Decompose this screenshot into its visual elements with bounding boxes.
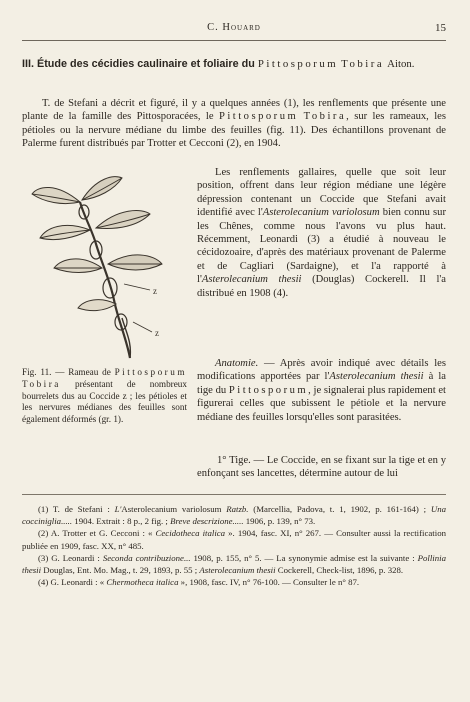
footnotes	[22, 503, 446, 588]
running-head-author: C. Houard	[207, 22, 261, 33]
fn1-s1: Asterolecanium variolosum	[121, 504, 222, 514]
fn4-a: (4) G. Leonardi : «	[38, 577, 107, 588]
p4-text: 1° Tige. — Le Coccide, en se fixant sur la tige et en y enfonçant ses lancettes, détermine autour de lui	[197, 455, 446, 480]
p2-text-b: bien connu sur les Chênes, comme nous l'avons vu plus haut. Récemment, Leonardi (3) a étudié à nouveau le cécidozoaire, d'après des matériaux provenant de Palerme et de Cagliari (Sardaigne), et l'a rapporté à l'	[197, 207, 447, 286]
fn3-i2: Pollinia thesii	[22, 552, 446, 576]
p3-species: Asterolecanium thesii	[329, 371, 424, 383]
fn1-i1: L'	[114, 504, 122, 514]
p1-text-a: T. de Stefani a décrit et figuré, il y a quelques années (1), les renflements que présente une plante de la famille des Pittosporacées, le	[22, 98, 446, 123]
p1-genus: Pittosporum	[218, 111, 299, 123]
footnote-1	[22, 503, 446, 527]
section-title-species: Tobira	[341, 58, 385, 70]
p1-species: Tobira	[303, 111, 347, 123]
paragraph-galls	[197, 166, 446, 300]
figure-caption	[22, 367, 187, 426]
running-head	[22, 22, 446, 38]
fn1-c: (Marcellia, Padova, t. 1, 1902, p. 161-164) ;	[248, 504, 431, 514]
pittosporum-branch-drawing	[26, 172, 186, 362]
fn1-a: (1) T. de Stefani :	[38, 504, 115, 514]
p3-lead-anatomie: Anatomie.	[215, 358, 259, 369]
fn2-a: (2) A. Trotter et G. Cecconi : «	[38, 528, 156, 539]
fn3-i1: Seconda contribuzione...	[102, 552, 191, 563]
caption-text-a: Fig. 11. — Rameau de	[22, 367, 111, 377]
caption-genus: Pittosporum	[114, 367, 187, 377]
footnote-rule	[22, 494, 446, 495]
fn3-d: Cockerell, Check-list, 1896, p. 328.	[275, 565, 404, 576]
p1-text-b: , sur les rameaux, les pétioles ou la nervure médiane du limbe des feuilles (fig. 11). Des échantillons provenant de Palerme furent distribués par Trotter et Cecconi (2), en 1904.	[22, 111, 446, 150]
p3-text-b: à la tige du	[197, 371, 446, 396]
footnote-4	[22, 576, 446, 588]
section-title	[22, 57, 446, 71]
figure-label-z-lower: z	[155, 328, 159, 338]
caption-species: Tobira	[22, 378, 61, 389]
fn3-c: Douglas, Ent. Mo. Mag., t. 29, 1893, p. 55 ;	[41, 565, 200, 576]
paragraph-intro	[22, 97, 446, 151]
section-title-text: III. Étude des cécidies caulinaire et foliaire du	[22, 58, 255, 70]
fn1-e: 1906, p. 139, n° 73.	[243, 516, 316, 527]
footnote-3	[22, 552, 446, 576]
section-title-author: Aiton.	[387, 58, 415, 70]
fn1-i4: Breve descrizione.....	[170, 516, 244, 527]
fn1-i3: Una cocciniglia.....	[22, 504, 446, 527]
header-rule	[22, 40, 446, 41]
page-number: 15	[435, 22, 446, 34]
fn4-b: », 1908, fasc. IV, n° 76-100. — Consulter le n° 87.	[178, 577, 360, 588]
fn1-i2: Ratzb.	[226, 504, 249, 514]
p3-text-c: , je signalerai plus rapidement et figurerai celles que subissent le pétiole et la nervure médiane des feuilles lorsqu'elles sont parasitées.	[197, 384, 446, 423]
p3-genus: Pittosporum	[228, 384, 309, 396]
figure-label-z-upper: z	[153, 286, 157, 296]
paragraph-tige	[22, 454, 446, 481]
fn3-b: 1908, p. 155, n° 5. — La synonymie admise est la suivante :	[190, 552, 418, 563]
paragraph-anatomy	[197, 357, 446, 424]
section-title-genus: Pittosporum	[257, 58, 339, 70]
p2-species-thesii: Asterolecanium thesii	[201, 274, 302, 286]
fn3-i3: Asterolecanium thesii	[199, 565, 276, 576]
p3-text-a: — Après avoir indiqué avec détails les modifications apportées par l'	[197, 358, 446, 383]
p2-text-a: Les renflements gallaires, quelle que soit leur position, offrent dans leur région médiane une légère dépression contenant un Coccide que Stefani avait identifié avec l'	[197, 167, 446, 219]
p2-text-c: (Douglas) Cockerell. Il l'a distribué en 1908 (4).	[197, 274, 446, 299]
fn3-a: (3) G. Leonardi :	[38, 552, 103, 563]
fn2-i1: Cecidotheca italica	[155, 528, 226, 539]
caption-text-b: présentant de nombreux bourrelets dus au Coccide z ; les pétioles et les nervures médianes des feuilles sont également déformés (gr. 1).	[22, 378, 187, 425]
footnote-2	[22, 527, 446, 551]
fn1-d: 1904. Extrait : 8 p., 2 fig. ;	[72, 516, 171, 527]
fn2-b: ». 1904, fasc. XI, n° 267. — Consulter aussi la rectification publiée en 1909, fasc. XX, n° 485.	[22, 528, 446, 551]
fn4-i1: Chermotheca italica	[106, 577, 179, 588]
p2-species-variolosum: Asterolecanium variolosum	[262, 207, 380, 219]
figure-illustration	[26, 172, 186, 362]
